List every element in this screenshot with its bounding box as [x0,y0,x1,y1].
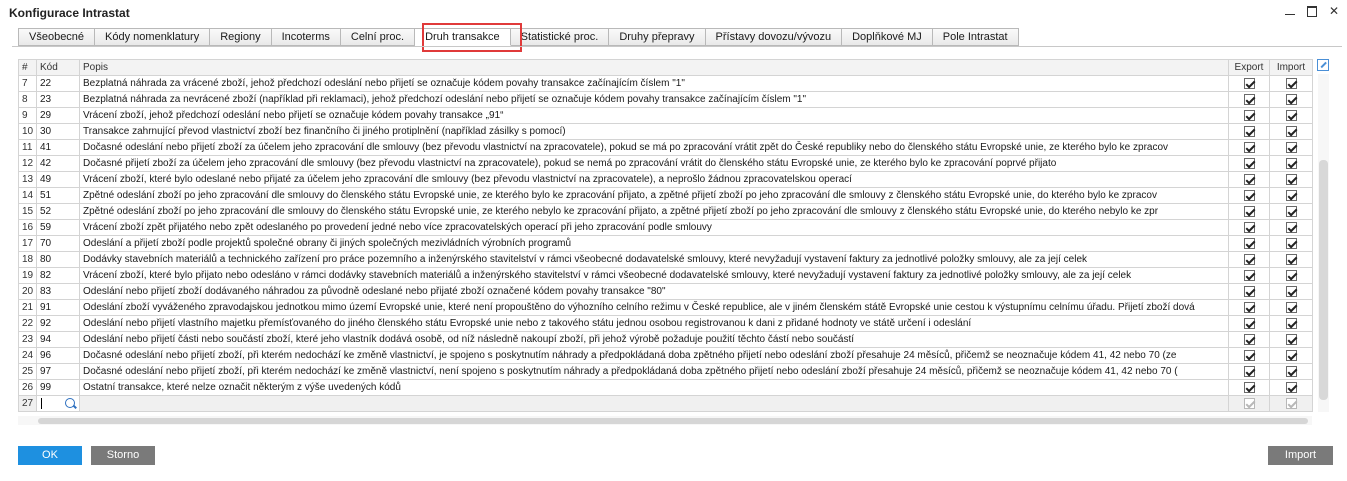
description-cell[interactable]: Zpětné odeslání zboží po jeho zpracování dle smlouvy do členského státu Evropské unie, ze kterého nebylo ke zpracování přijato, a zpětné přijetí zboží po jeho zpracování dle smlouvy z členského státu Evropské unie, do kterého nebylo ke zpr [80,204,1229,220]
table-row[interactable] [19,108,1313,124]
code-cell[interactable]: 91 [37,300,80,316]
table-row[interactable] [19,204,1313,220]
import-cell [1270,300,1313,316]
table-row[interactable] [19,236,1313,252]
import-checkbox[interactable] [1286,254,1297,265]
description-cell[interactable]: Vrácení zboží, jehož předchozí odeslání nebo přijetí se označuje kódem povahy transakce „91“ [80,108,1229,124]
col-header-row-num: # [19,60,37,76]
import-checkbox[interactable] [1286,238,1297,249]
tab-item[interactable]: Regiony [210,28,271,46]
row-number: 13 [19,172,37,188]
export-cell [1229,396,1270,412]
table-row[interactable] [19,92,1313,108]
code-cell[interactable]: 97 [37,364,80,380]
table-row[interactable] [19,284,1313,300]
export-checkbox[interactable] [1244,382,1255,393]
import-checkbox[interactable] [1286,366,1297,377]
import-cell [1270,140,1313,156]
export-cell [1229,300,1270,316]
import-checkbox[interactable] [1286,318,1297,329]
description-cell[interactable]: Bezplatná náhrada za nevrácené zboží (například při reklamaci), jehož předchozí odeslání nebo přijetí se označuje kódem povahy transakce začínajícím číslem "1" [80,92,1229,108]
col-header-import[interactable]: Import [1270,60,1313,76]
ok-button[interactable]: OK [18,446,82,465]
tab-bar [18,28,1019,46]
import-cell [1270,332,1313,348]
tab-item[interactable]: Pole Intrastat [933,28,1019,46]
tab-item[interactable]: Druhy přepravy [609,28,705,46]
title-bar [0,0,1347,23]
code-cell[interactable]: 82 [37,268,80,284]
import-cell [1270,220,1313,236]
export-checkbox[interactable] [1244,110,1255,121]
row-number: 19 [19,268,37,284]
export-cell [1229,284,1270,300]
import-checkbox[interactable] [1286,382,1297,393]
code-cell[interactable]: 94 [37,332,80,348]
import-checkbox[interactable] [1286,94,1297,105]
row-number: 24 [19,348,37,364]
export-checkbox[interactable] [1244,174,1255,185]
export-cell [1229,108,1270,124]
export-checkbox[interactable] [1244,206,1255,217]
description-cell[interactable] [80,396,1229,412]
vertical-scrollbar-thumb[interactable] [1319,160,1328,400]
export-cell [1229,236,1270,252]
export-checkbox[interactable] [1244,142,1255,153]
export-checkbox[interactable] [1244,302,1255,313]
export-cell [1229,140,1270,156]
storno-button[interactable]: Storno [91,446,155,465]
row-number: 17 [19,236,37,252]
code-cell[interactable]: 52 [37,204,80,220]
export-cell [1229,316,1270,332]
import-checkbox[interactable] [1286,142,1297,153]
import-checkbox[interactable] [1286,174,1297,185]
export-checkbox[interactable] [1244,334,1255,345]
export-cell [1229,268,1270,284]
choose-from-list-icon[interactable] [65,398,75,408]
tab-item[interactable]: Druh transakce [415,28,511,46]
table-header [19,60,1313,76]
export-checkbox[interactable] [1244,158,1255,169]
import-checkbox[interactable] [1286,302,1297,313]
description-cell[interactable]: Zpětné odeslání zboží po jeho zpracování dle smlouvy do členského státu Evropské unie, ze kterého bylo ke zpracování přijato, a zpětné přijetí zboží po jeho zpracování dle smlouvy z členského státu Evropské unie, do kterého bylo ke zpracov [80,188,1229,204]
description-cell[interactable]: Dočasné odeslání nebo přijetí zboží, při kterém nedochází ke změně vlastnictví, není spojeno s poskytnutím náhrady a předpokládaná doba zpětného přijetí nebo odeslání zboží přesahuje 24 měsíců, přičemž se neoznačuje kódem 41, 42 nebo 70 ( [80,364,1229,380]
import-cell [1270,204,1313,220]
export-cell [1229,332,1270,348]
maximize-icon[interactable] [1305,4,1319,18]
row-number: 25 [19,364,37,380]
import-checkbox[interactable] [1286,190,1297,201]
export-cell [1229,252,1270,268]
import-checkbox[interactable] [1286,286,1297,297]
code-cell[interactable]: 99 [37,380,80,396]
export-cell [1229,220,1270,236]
row-number: 22 [19,316,37,332]
import-cell [1270,284,1313,300]
import-cell [1270,156,1313,172]
row-number: 11 [19,140,37,156]
code-cell[interactable]: 42 [37,156,80,172]
code-cell[interactable]: 41 [37,140,80,156]
close-icon[interactable]: ✕ [1328,4,1340,18]
import-checkbox[interactable] [1286,126,1297,137]
row-number: 21 [19,300,37,316]
import-checkbox[interactable] [1286,398,1297,409]
import-cell [1270,396,1313,412]
tab-item[interactable]: Doplňkové MJ [842,28,933,46]
description-cell[interactable]: Odeslání zboží vyváženého zpravodajskou jednotkou mimo území Evropské unie, které není propouštěno do výhozního celního režimu v České republice, ale v jiném členském státě Evropské unie cestou k výstupnímu celnímu úřadu. Přijetí zboží dová [80,300,1229,316]
row-number: 10 [19,124,37,140]
description-cell[interactable]: Dočasné odeslání nebo přijetí zboží za účelem jeho zpracování dle smlouvy (bez převodu vlastnictví na zpracovatele), pokud se má po zpracování vrátit zpět do České republiky nebo do členského státu Evropské unie, ze kterého bylo ke zpracov [80,140,1229,156]
export-checkbox[interactable] [1244,366,1255,377]
col-header-export[interactable]: Export [1229,60,1270,76]
import-cell [1270,348,1313,364]
import-cell [1270,172,1313,188]
row-number: 15 [19,204,37,220]
horizontal-scrollbar-thumb[interactable] [38,418,1308,424]
tab-item[interactable]: Přístavy dovozu/vývozu [706,28,843,46]
table-row[interactable] [19,316,1313,332]
row-number: 20 [19,284,37,300]
import-cell [1270,380,1313,396]
description-cell[interactable]: Vrácení zboží, které bylo odeslané nebo přijaté za účelem jeho zpracování dle smlouvy (bez převodu vlastnictví na zpracovatele), a neprošlo žádnou zpracovatelskou operací [80,172,1229,188]
table-row[interactable] [19,348,1313,364]
row-number: 9 [19,108,37,124]
import-cell [1270,124,1313,140]
export-checkbox[interactable] [1244,238,1255,249]
import-cell [1270,76,1313,92]
description-cell[interactable]: Odeslání nebo přijetí vlastního majetku přemísťovaného do jiného členského státu Evropské unie nebo z takového státu jednou osobou registrovanou k dani z přidané hodnoty ve státě určení i odeslání [80,316,1229,332]
window-controls [1283,4,1341,18]
code-cell[interactable]: 70 [37,236,80,252]
description-cell[interactable]: Dočasné přijetí zboží za účelem jeho zpracování dle smlouvy (bez převodu vlastnictví na zpracovatele), pokud se nemá po zpracování vrátit do členského státu Evropské unie, ze kterého bylo ke zpracování poprvé přijato [80,156,1229,172]
import-cell [1270,108,1313,124]
export-checkbox[interactable] [1244,350,1255,361]
import-cell [1270,316,1313,332]
import-cell [1270,188,1313,204]
col-header-description[interactable]: Popis [80,60,1229,76]
row-number: 7 [19,76,37,92]
tab-item[interactable]: Incoterms [272,28,341,46]
code-cell[interactable]: 51 [37,188,80,204]
row-number: 23 [19,332,37,348]
description-cell[interactable]: Vrácení zboží, které bylo přijato nebo odesláno v rámci dodávky stavebních materiálů a inženýrského stavitelství v rámci všeobecné dodavatelské smlouvy, které nevyžadují vystavení faktury za jednotlivé položky smlouvy, ale za její celek [80,268,1229,284]
import-checkbox[interactable] [1286,206,1297,217]
code-cell[interactable]: 29 [37,108,80,124]
import-checkbox[interactable] [1286,78,1297,89]
code-cell[interactable]: 23 [37,92,80,108]
export-cell [1229,92,1270,108]
tab-item[interactable]: Všeobecné [18,28,95,46]
import-checkbox[interactable] [1286,270,1297,281]
table-row[interactable] [19,380,1313,396]
new-row[interactable] [19,396,1313,412]
import-checkbox[interactable] [1286,158,1297,169]
table-row[interactable] [19,300,1313,316]
table-row[interactable] [19,140,1313,156]
tab-item[interactable]: Kódy nomenklatury [95,28,210,46]
window-title: Konfigurace Intrastat [9,6,130,20]
export-cell [1229,364,1270,380]
import-button[interactable]: Import [1268,446,1333,465]
export-checkbox[interactable] [1244,318,1255,329]
row-number: 16 [19,220,37,236]
transaction-type-table [18,59,1313,412]
code-cell[interactable]: 22 [37,76,80,92]
import-cell [1270,252,1313,268]
tab-item[interactable]: Statistické proc. [511,28,610,46]
export-checkbox[interactable] [1244,286,1255,297]
description-cell[interactable]: Vrácení zboží zpět přijatého nebo zpět odeslaného po provedení jedné nebo více zpracovatelských operací při jeho zpracování podle smlouvy [80,220,1229,236]
import-checkbox[interactable] [1286,334,1297,345]
export-cell [1229,124,1270,140]
import-cell [1270,268,1313,284]
export-checkbox[interactable] [1244,254,1255,265]
row-number: 18 [19,252,37,268]
code-input[interactable] [37,396,80,412]
description-cell[interactable]: Dodávky stavebních materiálů a technického zařízení pro práce pozemního a inženýrského stavitelství v rámci všeobecné dodavatelské smlouvy, které nevyžadují vystavení faktury za jednotlivé položky smlouvy, ale za její celek [80,252,1229,268]
import-checkbox[interactable] [1286,110,1297,121]
col-header-code[interactable]: Kód [37,60,80,76]
description-cell[interactable]: Bezplatná náhrada za vrácené zboží, jehož předchozí odeslání nebo přijetí se označuje kódem povahy transakce začínajícím číslem "1" [80,76,1229,92]
table-row[interactable] [19,76,1313,92]
description-cell[interactable]: Odeslání nebo přijetí části nebo součástí zboží, které jeho vlastník dodává osobě, od níž následně nakoupí zboží, při jehož výrobě požaduje použití těchto částí nebo součástí [80,332,1229,348]
code-cell[interactable]: 96 [37,348,80,364]
row-number: 26 [19,380,37,396]
table-row[interactable] [19,188,1313,204]
import-checkbox[interactable] [1286,222,1297,233]
import-cell [1270,236,1313,252]
table-row[interactable] [19,364,1313,380]
export-cell [1229,348,1270,364]
export-cell [1229,380,1270,396]
description-cell[interactable]: Ostatní transakce, které nelze označit některým z výše uvedených kódů [80,380,1229,396]
export-cell [1229,204,1270,220]
table-row[interactable] [19,124,1313,140]
description-cell[interactable]: Odeslání a přijetí zboží podle projektů společné obrany či jiných společných mezivládních výrobních programů [80,236,1229,252]
import-cell [1270,364,1313,380]
export-checkbox[interactable] [1244,126,1255,137]
table-row[interactable] [19,332,1313,348]
table-row[interactable] [19,268,1313,284]
row-number: 27 [19,396,37,412]
code-cell[interactable]: 59 [37,220,80,236]
description-cell[interactable]: Transakce zahrnující převod vlastnictví zboží bez finančního či jiného protiplnění (například zásilky s pomocí) [80,124,1229,140]
description-cell[interactable]: Odeslání nebo přijetí zboží dodávaného náhradou za původně odeslané nebo přijaté zboží označené kódem povahy transakce "80" [80,284,1229,300]
text-caret [41,398,42,409]
tab-item[interactable]: Celní proc. [341,28,415,46]
export-cell [1229,172,1270,188]
minimize-icon[interactable] [1283,4,1297,18]
code-cell[interactable]: 80 [37,252,80,268]
code-cell[interactable]: 30 [37,124,80,140]
table-row[interactable] [19,172,1313,188]
table-row[interactable] [19,252,1313,268]
export-cell [1229,156,1270,172]
export-checkbox[interactable] [1244,222,1255,233]
table-row[interactable] [19,220,1313,236]
export-checkbox[interactable] [1244,94,1255,105]
export-cell [1229,188,1270,204]
import-cell [1270,92,1313,108]
row-number: 12 [19,156,37,172]
export-checkbox[interactable] [1244,398,1255,409]
export-checkbox[interactable] [1244,78,1255,89]
export-checkbox[interactable] [1244,190,1255,201]
row-number: 8 [19,92,37,108]
row-number: 14 [19,188,37,204]
export-cell [1229,76,1270,92]
code-cell[interactable]: 92 [37,316,80,332]
import-checkbox[interactable] [1286,350,1297,361]
description-cell[interactable]: Dočasné odeslání nebo přijetí zboží, při kterém nedochází ke změně vlastnictví, je spojeno s poskytnutím náhrady a předpokládaná doba zpětného přijetí nebo odeslání zboží přesahuje 24 měsíců, přičemž se neoznačuje kódem 41, 42 nebo 70 (ze [80,348,1229,364]
table-row[interactable] [19,156,1313,172]
export-checkbox[interactable] [1244,270,1255,281]
code-cell[interactable]: 49 [37,172,80,188]
code-cell[interactable]: 83 [37,284,80,300]
expand-icon[interactable] [1317,59,1329,71]
